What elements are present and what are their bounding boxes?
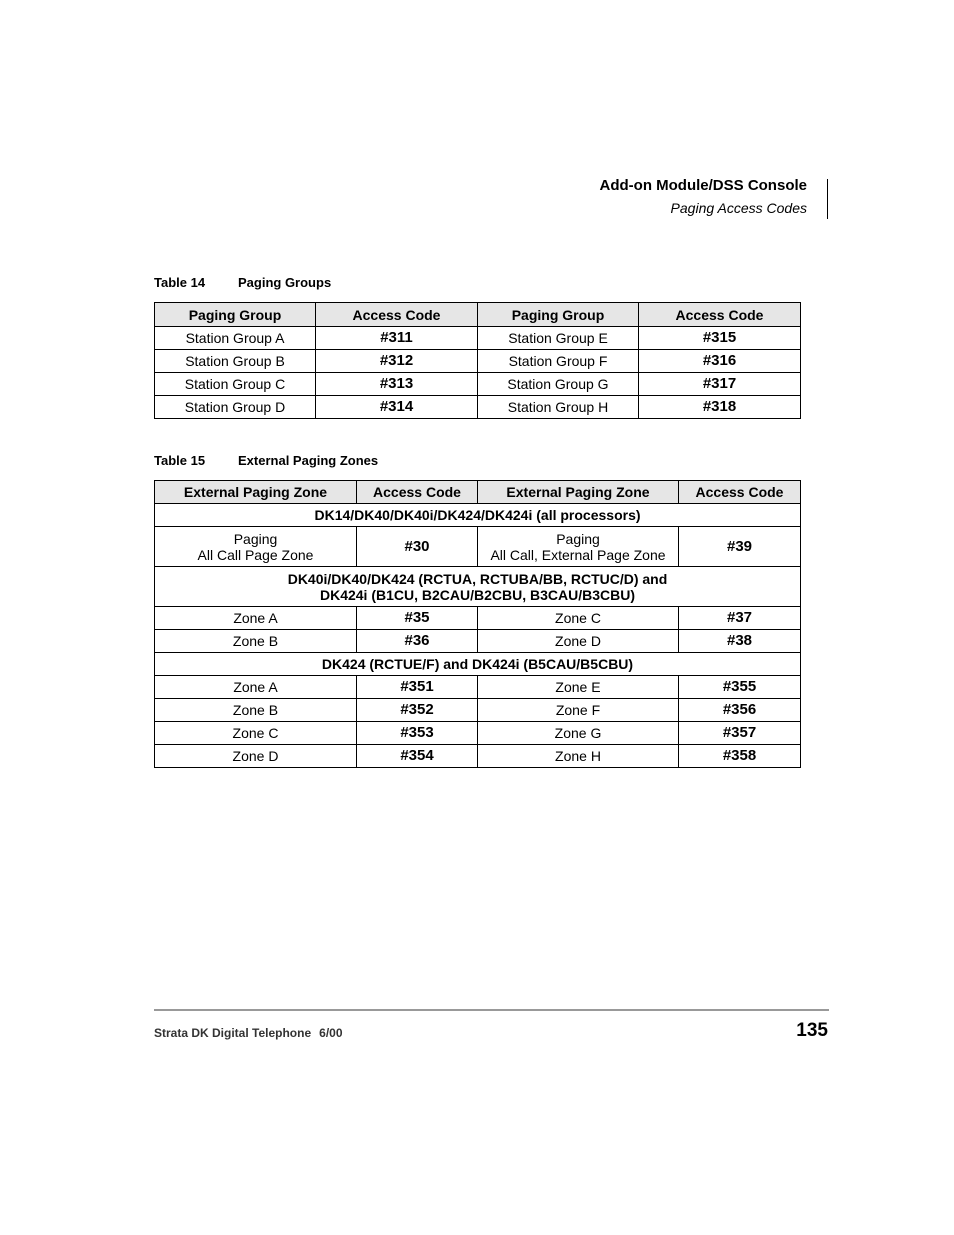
- table-row: [155, 327, 801, 350]
- code-cell: #355: [679, 676, 801, 699]
- external-paging-zones-table: [154, 480, 801, 768]
- code-cell: #354: [357, 745, 478, 768]
- group-cell: Station Group E: [478, 327, 639, 350]
- code-cell: #39: [679, 527, 801, 567]
- table-row: [155, 607, 801, 630]
- column-header: Access Code: [357, 481, 478, 504]
- table14-number: Table 14: [154, 275, 206, 290]
- column-header: External Paging Zone: [478, 481, 679, 504]
- group-cell: Station Group A: [155, 327, 316, 350]
- header-rule: [827, 179, 828, 219]
- zone-cell: Zone C: [155, 722, 357, 745]
- table-row: [155, 722, 801, 745]
- column-header: Paging Group: [155, 303, 316, 327]
- table-row: [155, 676, 801, 699]
- code-cell: #30: [357, 527, 478, 567]
- group-cell: Station Group B: [155, 350, 316, 373]
- zone-cell: Zone A: [155, 607, 357, 630]
- code-cell: #35: [357, 607, 478, 630]
- zone-line: Paging: [556, 530, 600, 547]
- code-cell: #353: [357, 722, 478, 745]
- section-row: [155, 504, 801, 527]
- code-cell: #314: [316, 396, 478, 419]
- section-row: [155, 653, 801, 676]
- zone-cell: Zone C: [478, 607, 679, 630]
- section-label: [155, 567, 801, 607]
- column-header: Access Code: [316, 303, 478, 327]
- table15-caption: [154, 453, 378, 468]
- running-header: [600, 176, 818, 218]
- code-cell: #358: [679, 745, 801, 768]
- code-cell: #318: [639, 396, 801, 419]
- zone-line: All Call, External Page Zone: [490, 546, 666, 563]
- table14-title: Paging Groups: [238, 275, 332, 290]
- code-cell: #311: [316, 327, 478, 350]
- code-cell: #312: [316, 350, 478, 373]
- zone-cell: [155, 527, 357, 567]
- section-label-line: DK424i (B1CU, B2CAU/B2CBU, B3CAU/B3CBU): [319, 586, 636, 603]
- code-cell: #313: [316, 373, 478, 396]
- page-number: 135: [796, 1020, 828, 1041]
- section-label-line: DK40i/DK40/DK424 (RCTUA, RCTUBA/BB, RCTUC/D) and: [287, 570, 668, 587]
- group-cell: Station Group F: [478, 350, 639, 373]
- zone-cell: Zone B: [155, 630, 357, 653]
- column-header: Access Code: [639, 303, 801, 327]
- code-cell: #352: [357, 699, 478, 722]
- zone-cell: Zone H: [478, 745, 679, 768]
- table-row: [155, 396, 801, 419]
- zone-cell: Zone B: [155, 699, 357, 722]
- group-cell: Station Group G: [478, 373, 639, 396]
- code-cell: #356: [679, 699, 801, 722]
- zone-cell: Zone D: [478, 630, 679, 653]
- table-row: [155, 350, 801, 373]
- zone-cell: Zone E: [478, 676, 679, 699]
- column-header: Paging Group: [478, 303, 639, 327]
- code-cell: #317: [639, 373, 801, 396]
- column-header: Access Code: [679, 481, 801, 504]
- zone-cell: [478, 527, 679, 567]
- table15-number: Table 15: [154, 453, 206, 468]
- code-cell: #357: [679, 722, 801, 745]
- table-header-row: [155, 481, 801, 504]
- code-cell: #316: [639, 350, 801, 373]
- section-label: DK14/DK40/DK40i/DK424/DK424i (all processors): [155, 504, 801, 527]
- footer-rule: [154, 1009, 829, 1011]
- footer-publication: [154, 1026, 343, 1040]
- table-row: [155, 699, 801, 722]
- table-row: [155, 527, 801, 567]
- zone-cell: Zone F: [478, 699, 679, 722]
- publication-title: Strata DK Digital Telephone: [154, 1026, 312, 1040]
- group-cell: Station Group C: [155, 373, 316, 396]
- table-row: [155, 630, 801, 653]
- chapter-title: Add-on Module/DSS Console: [599, 177, 807, 194]
- zone-cell: Zone G: [478, 722, 679, 745]
- paging-groups-table: [154, 302, 801, 419]
- table14-caption: [154, 275, 331, 290]
- section-subtitle: Paging Access Codes: [670, 200, 807, 216]
- code-cell: #36: [357, 630, 478, 653]
- zone-cell: Zone D: [155, 745, 357, 768]
- zone-cell: Zone A: [155, 676, 357, 699]
- code-cell: #38: [679, 630, 801, 653]
- zone-line: All Call Page Zone: [197, 546, 314, 563]
- code-cell: #37: [679, 607, 801, 630]
- section-label: DK424 (RCTUE/F) and DK424i (B5CAU/B5CBU): [155, 653, 801, 676]
- table15-title: External Paging Zones: [238, 453, 379, 468]
- publication-date: 6/00: [319, 1026, 343, 1040]
- table-row: [155, 373, 801, 396]
- zone-line: Paging: [233, 530, 278, 547]
- column-header: External Paging Zone: [155, 481, 357, 504]
- section-row: [155, 567, 801, 607]
- table-row: [155, 745, 801, 768]
- group-cell: Station Group H: [478, 396, 639, 419]
- code-cell: #351: [357, 676, 478, 699]
- group-cell: Station Group D: [155, 396, 316, 419]
- table-header-row: [155, 303, 801, 327]
- code-cell: #315: [639, 327, 801, 350]
